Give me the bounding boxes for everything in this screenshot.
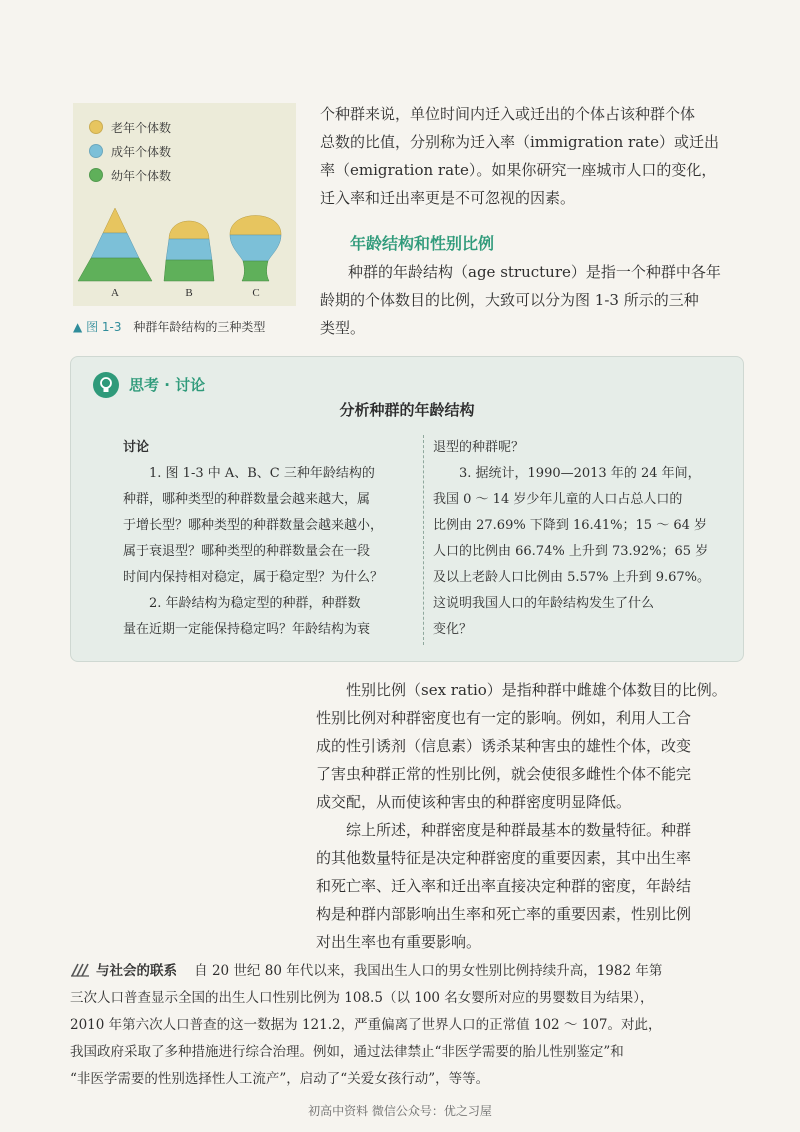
- section-heading: 年龄结构和性别比例: [350, 234, 495, 253]
- caption-text: 种群年龄结构的三种类型: [133, 320, 266, 334]
- think-title: 分析种群的年龄结构: [339, 401, 475, 419]
- paragraph-line: 对出生率也有重要影响。: [316, 933, 482, 951]
- think-tag: 思考 · 讨论: [129, 376, 206, 394]
- figure-1-3: [73, 103, 296, 306]
- society-line: “非医学需要的性别选择性人工流产”，启动了“关爱女孩行动”，等等。: [70, 1071, 490, 1087]
- intro-line: 率（emigration rate）。如果你研究一座城市人口的变化，: [320, 161, 717, 179]
- think-right-column: [433, 435, 733, 643]
- question-line: 量在近期一定能保持稳定吗？年龄结构为衰: [123, 622, 371, 637]
- paragraph-line: 的其他数量特征是决定种群密度的重要因素，其中出生率: [316, 849, 692, 867]
- legend-swatch-adult: [89, 144, 103, 158]
- paragraph-line: 成的性引诱剂（信息素）诱杀某种害虫的雄性个体，改变: [316, 737, 692, 755]
- intro-line: 总数的比值，分别称为迁入率（immigration rate）或迁出: [320, 133, 720, 151]
- paragraph-line: 和死亡率、迁入率和迁出率直接决定种群的密度，年龄结: [316, 877, 692, 895]
- hatch-lines-icon: [70, 963, 90, 977]
- intro-line: 个种群来说，单位时间内迁入或迁出的个体占该种群个体: [320, 105, 696, 123]
- legend-item-young: [89, 163, 171, 187]
- question-line: 3. 据统计，1990—2013 年的 24 年间，: [459, 466, 701, 481]
- figure-legend: [89, 115, 171, 187]
- question-line: 及以上老龄人口比例由 5.57% 上升到 9.67%。: [433, 570, 710, 585]
- sex-ratio-paragraph: [316, 676, 756, 956]
- legend-label-elderly: 老年个体数: [111, 120, 172, 135]
- legend-item-adult: [89, 139, 171, 163]
- paragraph-line: 龄期的个体数目的比例，大致可以分为图 1-3 所示的三种: [320, 291, 699, 309]
- figure-caption: [73, 318, 265, 335]
- legend-label-young: 幼年个体数: [111, 168, 172, 183]
- paragraph-line: 综上所述，种群密度是种群最基本的数量特征。种群: [346, 821, 692, 839]
- paragraph-line: 了害虫种群正常的性别比例，就会使很多雌性个体不能完: [316, 765, 692, 783]
- question-line: 属于衰退型？哪种类型的种群数量会在一段: [123, 544, 371, 559]
- think-bulb-icon: [93, 372, 119, 398]
- paragraph-line: 性别比例对种群密度也有一定的影响。例如，利用人工合: [316, 709, 692, 727]
- society-text: 自 20 世纪 80 年代以来，我国出生人口的男女性别比例持续升高，1982 年第: [194, 963, 663, 979]
- legend-label-adult: 成年个体数: [111, 144, 172, 159]
- question-line: 时间内保持相对稳定，属于稳定型？为什么？: [123, 570, 384, 585]
- column-divider: [423, 435, 424, 645]
- paragraph-line: 类型。: [320, 319, 366, 337]
- legend-swatch-young: [89, 168, 103, 182]
- society-label: 与社会的联系: [96, 963, 177, 979]
- question-line: 我国 0 ～ 14 岁少年儿童的人口占总人口的: [433, 492, 683, 507]
- society-line: 三次人口普查显示全国的出生人口性别比例为 108.5（以 100 名女婴所对应的男婴数目为结果），: [70, 990, 654, 1006]
- society-first-line: [70, 958, 750, 985]
- intro-paragraph: [320, 100, 750, 212]
- page-footer: 初高中资料 微信公众号：优之习屋: [308, 1104, 492, 1118]
- question-line: 于增长型？哪种类型的种群数量会越来越小，: [123, 518, 384, 533]
- shape-label-a: A: [111, 287, 119, 299]
- discussion-heading: 讨论: [123, 440, 150, 455]
- shape-c-urn: [230, 216, 281, 282]
- legend-swatch-elderly: [89, 120, 103, 134]
- society-line: 2010 年第六次人口普查的这一数据为 121.2，严重偏离了世界人口的正常值 102 ～ 107。对此，: [70, 1017, 662, 1033]
- paragraph-line: 性别比例（sex ratio）是指种群中雌雄个体数目的比例。: [346, 681, 727, 699]
- think-left-column: [123, 435, 408, 643]
- society-line: 我国政府采取了多种措施进行综合治理。例如，通过法律禁止“非医学需要的胎儿性别鉴定”和: [70, 1044, 624, 1060]
- age-structure-paragraph: [320, 258, 750, 342]
- question-line: 变化？: [433, 622, 473, 637]
- caption-marker-icon: ▲: [73, 320, 83, 334]
- intro-line: 迁入率和迁出率更是不可忽视的因素。: [320, 189, 576, 207]
- caption-number: 图 1-3: [86, 320, 122, 334]
- think-discuss-box: [70, 356, 744, 662]
- question-line: 比例由 27.69% 下降到 16.41%；15 ～ 64 岁: [433, 518, 708, 533]
- shape-label-c: C: [252, 287, 260, 299]
- paragraph-line: 种群的年龄结构（age structure）是指一个种群中各年: [348, 263, 721, 281]
- question-line: 退型的种群呢？: [433, 440, 525, 455]
- shape-b-bell: [164, 221, 214, 281]
- question-line: 1. 图 1-3 中 A、B、C 三种年龄结构的: [149, 466, 375, 481]
- question-line: 人口的比例由 66.74% 上升到 73.92%；65 岁: [433, 544, 709, 559]
- legend-item-elderly: [89, 115, 171, 139]
- paragraph-line: 构是种群内部影响出生率和死亡率的重要因素，性别比例: [316, 905, 692, 923]
- shape-a-pyramid: [78, 208, 152, 281]
- society-connection: [70, 958, 750, 1093]
- question-line: 这说明我国人口的年龄结构发生了什么: [433, 596, 655, 611]
- question-line: 2. 年龄结构为稳定型的种群，种群数: [149, 596, 361, 611]
- question-line: 种群，哪种类型的种群数量会越来越大，属: [123, 492, 371, 507]
- shape-label-b: B: [185, 287, 193, 299]
- paragraph-line: 成交配，从而使该种害虫的种群密度明显降低。: [316, 793, 632, 811]
